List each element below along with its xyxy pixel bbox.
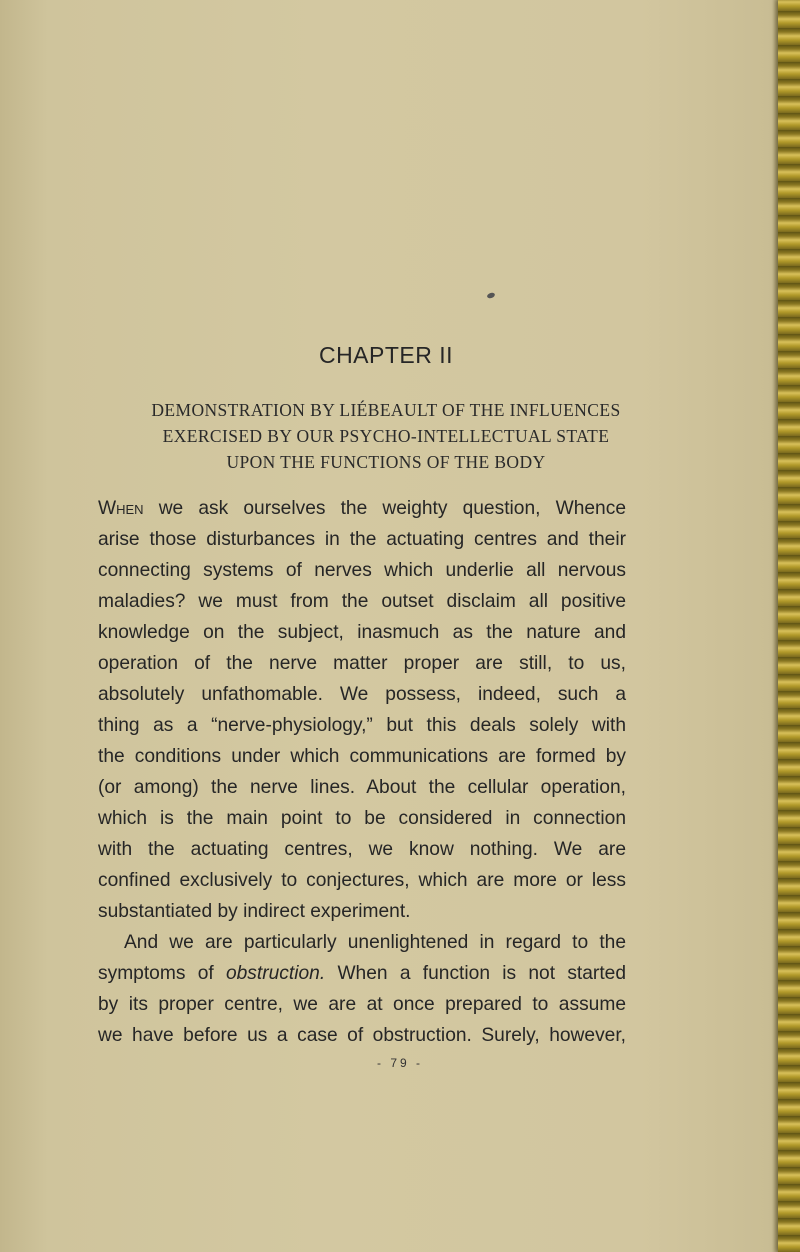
- chapter-heading-line-1: DEMONSTRATION BY LIÉBEAULT OF THE INFLUENCES: [151, 400, 621, 420]
- body-text: When a function is not started: [325, 963, 626, 984]
- body-line: (or among) the nerve lines. About the cellular operation,: [98, 777, 626, 798]
- emphasis-text: obstruction.: [225, 963, 326, 984]
- body-line: maladies? we must from the outset disclaim all positive: [98, 591, 626, 612]
- chapter-heading-line-2: EXERCISED BY OUR PSYCHO-INTELLECTUAL STATE: [162, 426, 610, 446]
- body-line: connecting systems of nerves which underlie all nervous: [98, 560, 626, 581]
- body-text: symptoms of: [98, 963, 226, 984]
- ink-spot: [486, 292, 495, 299]
- body-line: [98, 498, 626, 520]
- body-line: confined exclusively to conjectures, which are more or less: [98, 870, 626, 891]
- body-line: operation of the nerve matter proper are still, to us,: [98, 653, 626, 674]
- body-line: substantiated by indirect experiment.: [98, 901, 411, 922]
- body-line: thing as a “nerve-physiology,” but this deals solely with: [98, 715, 626, 736]
- body-line: which is the main point to be considered in connection: [98, 808, 626, 829]
- page-number: - 79 -: [376, 1056, 423, 1070]
- chapter-title: CHAPTER II: [318, 342, 454, 368]
- book-binding: [778, 0, 800, 1252]
- body-text: we ask ourselves the weighty question, Whence: [143, 498, 626, 519]
- body-line: we have before us a case of obstruction. Surely, however,: [98, 1025, 626, 1046]
- body-line: And we are particularly unenlightened in regard to the: [124, 932, 626, 953]
- body-line: the conditions under which communications are formed by: [98, 746, 626, 767]
- body-line: [98, 963, 626, 985]
- body-line: knowledge on the subject, inasmuch as the nature and: [98, 622, 626, 643]
- body-line: arise those disturbances in the actuating centres and their: [98, 529, 626, 550]
- body-line: with the actuating centres, we know nothing. We are: [98, 839, 626, 860]
- body-line: by its proper centre, we are at once prepared to assume: [98, 994, 626, 1015]
- chapter-heading-line-2b: UPON THE FUNCTIONS OF THE BODY: [226, 452, 546, 472]
- body-line: absolutely unfathomable. We possess, indeed, such a: [98, 684, 626, 705]
- lead-word: When: [98, 498, 144, 519]
